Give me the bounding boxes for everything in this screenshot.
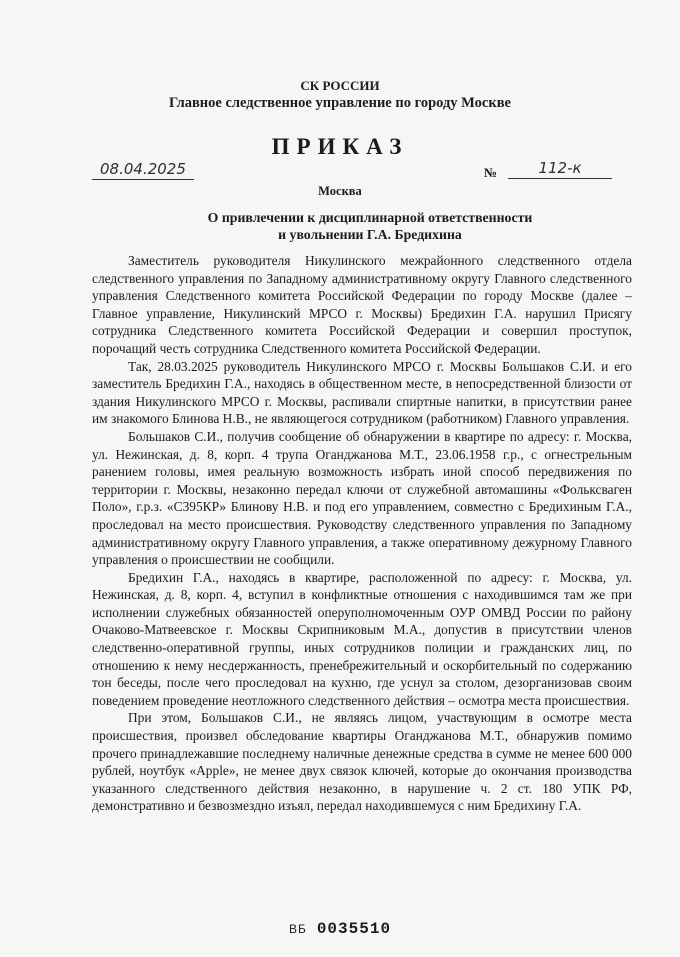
order-body: [92, 252, 632, 815]
body-paragraph: Так, 28.03.2025 руководитель Никулинского МРСО г. Москвы Большаков С.И. и его заместитель Бредихин Г.А., находясь в общественном месте, в непосредственной близости от здания Никулинского МРСО г. Москвы, распивали спиртные напитки, в присутствии ранее им знакомого Блинова Н.В., не являющегося сотрудником (работником) Главного управления.: [92, 358, 632, 427]
org-name-full: Главное следственное управление по городу Москве: [169, 95, 511, 111]
order-subject-line: О привлечении к дисциплинарной ответственности: [207, 210, 533, 225]
order-number-sign: №: [484, 165, 498, 180]
blank-series: ВБ: [288, 922, 307, 936]
order-subject-line: и увольнении Г.А. Бредихина: [278, 227, 462, 242]
order-date: 08.04.2025: [92, 160, 194, 180]
body-paragraph: Бредихин Г.А., находясь в квартире, расположенной по адресу: г. Москва, ул. Нежинская, д. 8, корп. 4, вступил в конфликтные отношения с находившимся там же при исполнении служебных обязанностей оперуполномоченным ОУР ОМВД России по району Очаково-Матвеевское г. Москвы Скрипниковым М.А., допустив в присутствии членов следственно-оперативной группы, иных сотрудников полиции и гражданских лиц, по отношению к нему несдержанность, пренебрежительный и оскорбительный по содержанию тон беседы, после чего проследовал на кухню, где уснул за столом, дезорганизовав своим поведением проведение неотложного следственного действия – осмотра места происшествия.: [92, 569, 632, 708]
order-city: Москва: [318, 184, 362, 198]
blank-serial-number: 0035510: [316, 920, 392, 938]
document-title: ПРИКАЗ: [271, 134, 409, 159]
body-paragraph: Заместитель руководителя Никулинского межрайонного следственного отдела следственного управления по Западному административному округу Главного следственного управления Следственного комитета Российской Федерации по городу Москве (далее – Главное управление, Никулинский МРСО г. Москвы) Бредихин Г.А. нарушил Присягу сотрудника Следственного комитета Российской Федерации и совершил проступок, порочащий честь сотрудника Следственного комитета Российской Федерации.: [92, 253, 632, 356]
blank-serial: [0, 920, 680, 938]
order-number: 112-к: [508, 159, 612, 179]
body-paragraph: Большаков С.И., получив сообщение об обнаружении в квартире по адресу: г. Москва, ул. Нежинская, д. 8, корп. 4 трупа Оганджанова М.Т., 23.06.1958 г.р., с огнестрельным ранением головы, имея реальную возможность избрать иной способ передвижения по территории г. Москвы, незаконно передал ключи от служебной автомашины «Фольксваген Поло», г.р.з. «С395КР» Блинову Н.В. и под его управлением, совместно с Бредихиным Г.А., проследовал на место происшествия. Руководству следственного управления по Западному административному округу Главного управления, а также оперативному дежурному Главного управления о происшествии не сообщили.: [92, 428, 632, 568]
org-name-short: СК РОССИИ: [300, 78, 380, 93]
body-paragraph: При этом, Большаков С.И., не являясь лицом, участвующим в осмотре места происшествия, произвел обследование квартиры Оганджанова М.Т., обнаружив помимо прочего принадлежавшие последнему наличные денежные средства в сумме не менее 600 000 рублей, ноутбук «Apple», не менее двух связок ключей, которые до окончания производства указанного следственного действия незаконно, в нарушение ч. 2 ст. 180 УПК РФ, демонстративно и безвозмездно изъял, передал находившемуся с ним Бредихину Г.А.: [92, 710, 632, 814]
order-subject: [150, 209, 590, 243]
